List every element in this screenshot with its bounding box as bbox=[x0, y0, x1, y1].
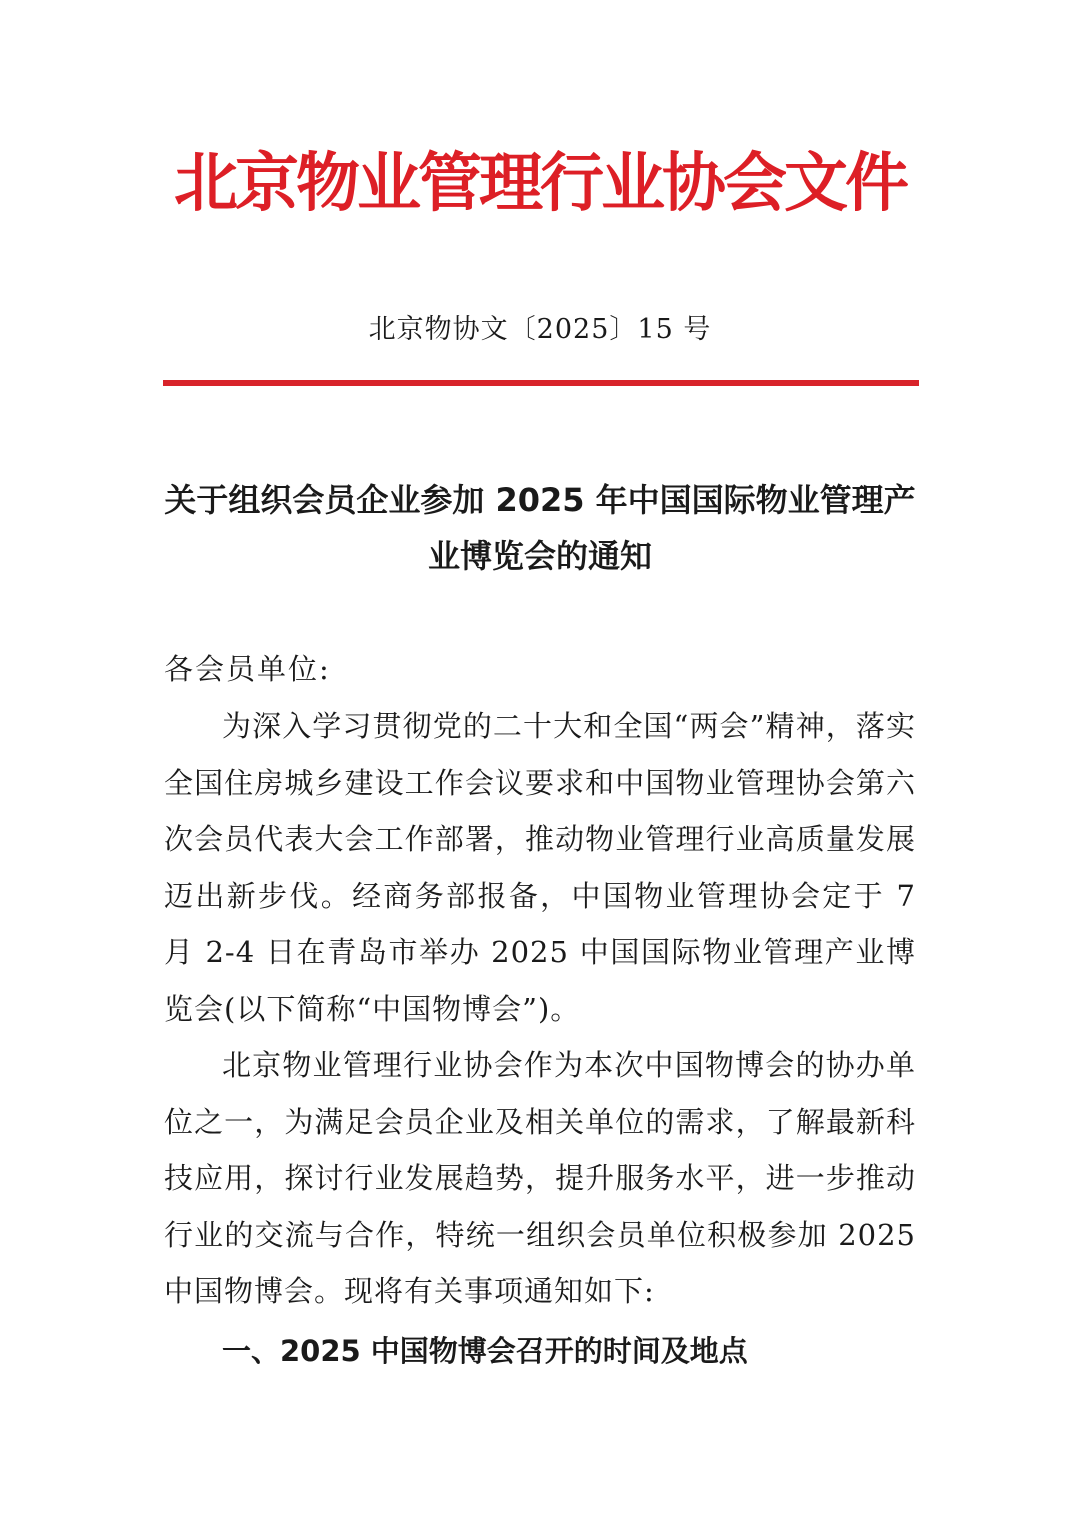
body-paragraph-1: 为深入学习贯彻党的二十大和全国“两会”精神，落实全国住房城乡建设工作会议要求和中国物业管理协会第六次会员代表大会工作部署，推动物业管理行业高质量发展迈出新步伐。经商务部报备，中国物业管理协会定于 7 月 2-4 日在青岛市举办 2025 中国国际物业管理产业博览会(以下简称“中国物博会”)。 bbox=[164, 709, 916, 1026]
notice-title-line-1: 关于组织会员企业参加 2025 年中国国际物业管理产 bbox=[164, 481, 916, 519]
notice-body bbox=[164, 640, 916, 1382]
notice-title-line-2: 业博览会的通知 bbox=[427, 537, 652, 575]
salutation: 各会员单位: bbox=[164, 652, 331, 686]
body-paragraph-2: 北京物业管理行业协会作为本次中国物博会的协办单位之一，为满足会员企业及相关单位的需求，了解最新科技应用，探讨行业发展趋势，提升服务水平，进一步推动行业的交流与合作，特统一组织会员单位积极参加 2025 中国物博会。现将有关事项通知如下: bbox=[164, 1048, 916, 1308]
section-heading-1: 一、2025 中国物博会召开的时间及地点 bbox=[222, 1333, 748, 1368]
document-number: 北京物协文〔2025〕15 号 bbox=[368, 314, 712, 345]
header-divider-rule bbox=[163, 380, 919, 386]
document-header-title: 北京物业管理行业协会文件 bbox=[174, 147, 906, 221]
notice-title bbox=[150, 472, 930, 584]
